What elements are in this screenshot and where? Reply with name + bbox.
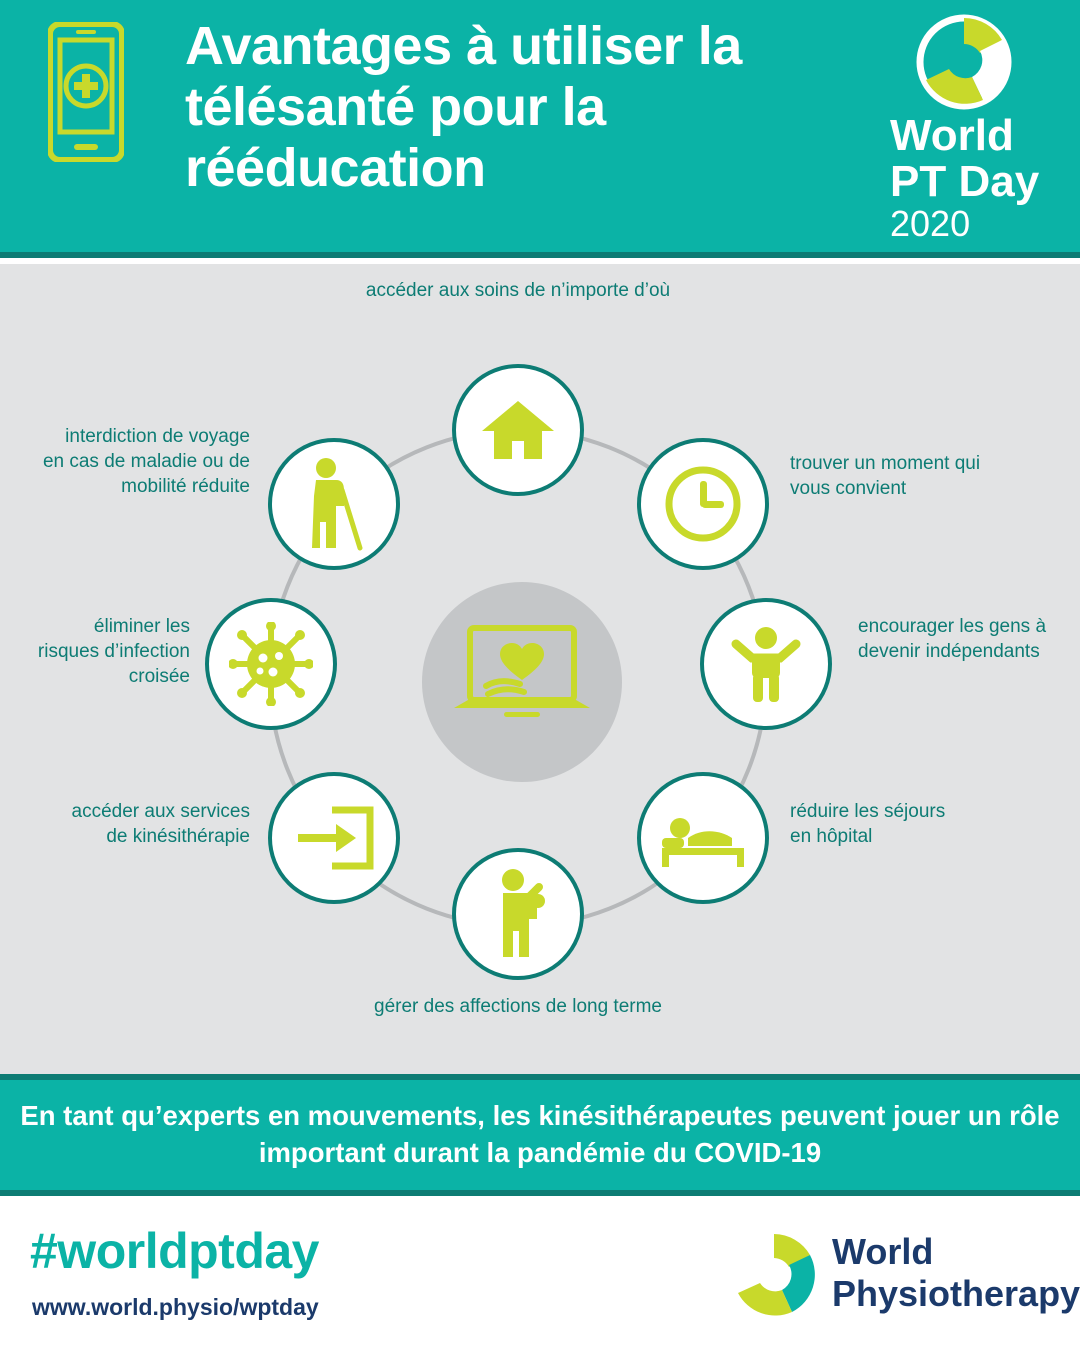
statement-banner [0,1074,1080,1196]
label-access: accéder aux services de kinésithérapie [71,801,250,848]
diagram-area [0,264,1080,1074]
label-hospital: réduire les séjours en hôpital [790,801,946,848]
label-travel: interdiction de voyage en cas de maladie ou de mobilité réduite [42,426,250,498]
logo-line-3: 2020 [890,203,971,244]
wp-logo-line-1: World [832,1231,934,1272]
person-with-cane-icon [298,456,370,552]
virus-icon [229,622,313,706]
page-title: Avantages à utiliser la télésanté pour la rééducation [185,16,742,199]
world-physiotherapy-circular-mark [728,1230,820,1322]
arrow-into-box-icon [292,802,376,874]
banner-text: En tant qu’experts en mouvements, les kinésithérapeutes peuvent jouer un rôle important durant la pandémie du COVID-19 [20,1100,1060,1168]
node-hospital[interactable] [637,772,769,904]
node-clock[interactable] [637,438,769,570]
header [0,0,1080,258]
center-disc [422,582,622,782]
label-infection: éliminer les risques d’infection croisée [37,616,190,688]
node-home[interactable] [452,364,584,496]
logo-line-1: World [890,111,1014,160]
label-home: accéder aux soins de n’importe d’où [365,280,671,301]
logo-line-2: PT Day [890,157,1040,206]
node-infection[interactable] [205,598,337,730]
person-arms-raised-icon [728,624,804,704]
clock-icon [664,465,742,543]
world-pt-day-logo [890,10,1040,248]
world-pt-day-circular-mark [910,12,1018,112]
node-travel[interactable] [268,438,400,570]
node-independent[interactable] [700,598,832,730]
label-independent: encourager les gens à devenir indépendants [858,616,1047,663]
mobile-phone-medical-icon [48,22,124,162]
hashtag: #worldptday [30,1223,319,1279]
person-in-bed-icon [658,808,748,868]
node-longterm[interactable] [452,848,584,980]
laptop-heart-in-hand-icon [450,622,594,742]
website-url[interactable]: www.world.physio/wptday [32,1294,319,1320]
label-longterm: gérer des affections de long terme [374,996,662,1017]
footer [0,1196,1080,1350]
wp-logo-line-2: Physiotherapy [832,1273,1080,1314]
world-physiotherapy-logo [728,1228,1080,1324]
node-access[interactable] [268,772,400,904]
house-icon [480,397,556,463]
person-shoulder-pain-icon [483,867,553,961]
label-clock: trouver un moment qui vous convient [790,453,981,500]
